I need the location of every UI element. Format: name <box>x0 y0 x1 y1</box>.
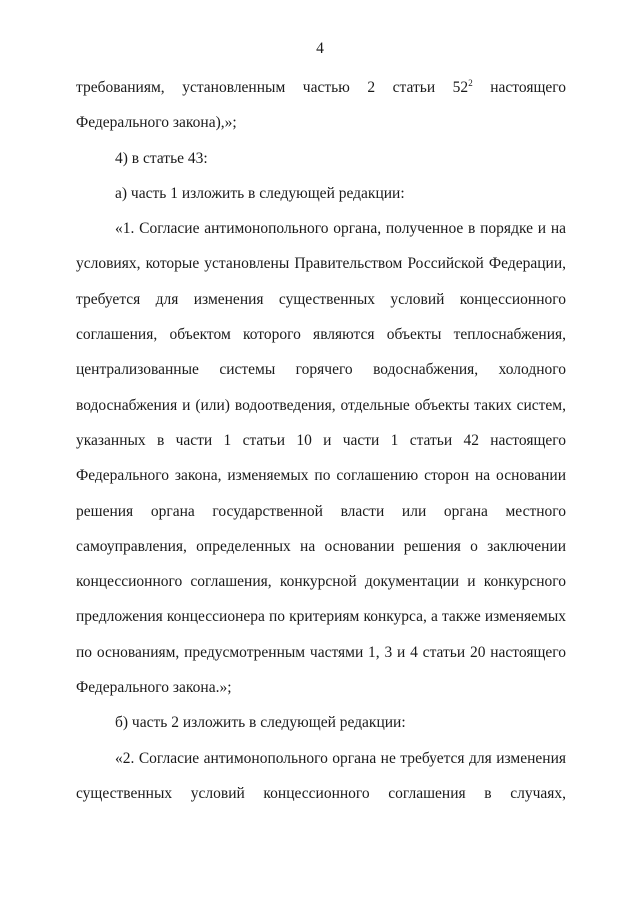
line-text: требуется для изменения существенных условий концессионного <box>76 290 566 308</box>
line-text: по основаниям, предусмотренным частями 1, 3 и 4 статьи 20 настоящего <box>76 643 566 661</box>
line-text: самоуправления, определенных на основании решения о заключении <box>76 537 566 555</box>
text-line <box>76 113 566 148</box>
line-text: 4) в статье 43: <box>115 149 208 167</box>
document-body <box>76 78 566 819</box>
text-line <box>76 572 566 607</box>
text-line <box>76 360 566 395</box>
text-line <box>76 502 566 537</box>
line-text: условиях, которые установлены Правительством Российской Федерации, <box>76 255 566 273</box>
text-line <box>76 466 566 501</box>
text-line <box>76 431 566 466</box>
line-text: водоснабжения и (или) водоотведения, отдельные объекты таких систем, <box>76 396 566 414</box>
line-text: соглашения, объектом которого являются объекты теплоснабжения, <box>76 326 566 344</box>
line-text: б) часть 2 изложить в следующей редакции: <box>115 714 406 732</box>
line-text: существенных условий концессионного соглашения в случаях, <box>76 784 566 802</box>
text-line <box>76 149 566 184</box>
line-text: «2. Согласие антимонопольного органа не требуется для изменения <box>115 749 566 767</box>
text-line <box>76 607 566 642</box>
line-text: Федерального закона),»; <box>76 114 237 132</box>
line-text: концессионного соглашения, конкурсной документации и конкурсного <box>76 573 566 591</box>
text-line <box>76 325 566 360</box>
line-text: централизованные системы горячего водоснабжения, холодного <box>76 361 566 379</box>
text-line <box>76 713 566 748</box>
text-line <box>76 749 566 784</box>
line-text: решения органа государственной власти или органа местного <box>76 502 566 520</box>
text-line <box>76 254 566 289</box>
line-text: Федерального закона.»; <box>76 679 232 697</box>
text-line <box>76 290 566 325</box>
text-line <box>76 219 566 254</box>
line-text: а) часть 1 изложить в следующей редакции: <box>115 184 405 202</box>
text-line <box>76 184 566 219</box>
superscript: 2 <box>468 78 473 88</box>
text-line <box>76 396 566 431</box>
text-line <box>76 678 566 713</box>
line-text: предложения концессионера по критериям конкурса, а также изменяемых <box>76 608 566 626</box>
text-line <box>76 78 566 113</box>
text-line <box>76 784 566 819</box>
line-text: требованиям, установленным частью 2 статьи 52 <box>76 79 469 96</box>
line-text: «1. Согласие антимонопольного органа, полученное в порядке и на <box>115 220 566 238</box>
line-text: Федерального закона, изменяемых по соглашению сторон на основании <box>76 467 566 485</box>
line-text: указанных в части 1 статьи 10 и части 1 статьи 42 настоящего <box>76 431 566 449</box>
page-number: 4 <box>316 40 324 57</box>
line-text-tail: настоящего <box>472 79 566 96</box>
text-line <box>76 537 566 572</box>
text-line <box>76 643 566 678</box>
